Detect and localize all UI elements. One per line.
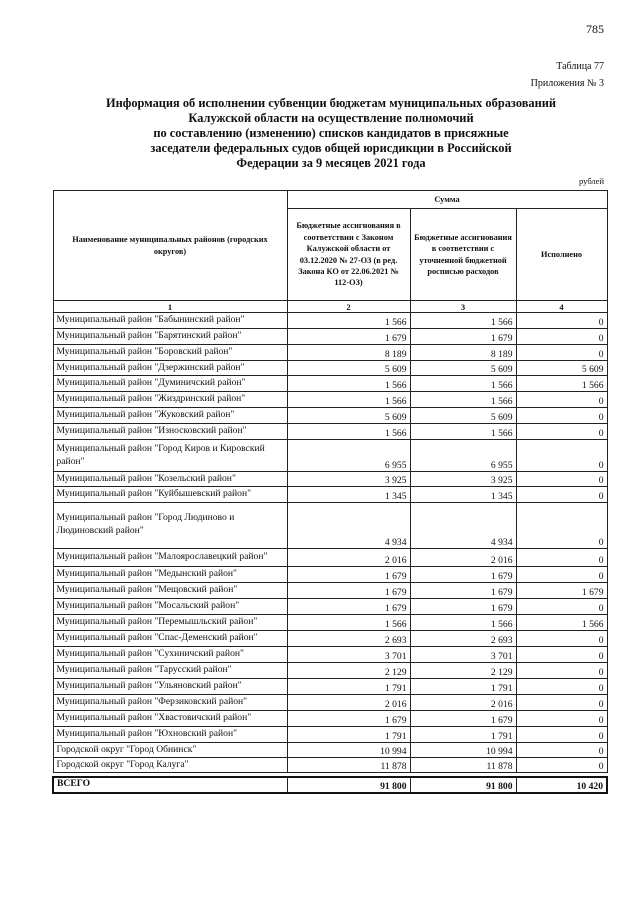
header-planned: Бюджетные ассигнования в соответствии с Законом Калужской области от 03.12.2020 № 27-ОЗ (в ред. Закона КО от 22.06.2021 № 112-ОЗ) xyxy=(287,209,410,301)
refined-amount: 2 129 xyxy=(410,663,516,679)
district-name: Муниципальный район "Медынский район" xyxy=(53,567,287,583)
planned-amount: 6 955 xyxy=(287,440,410,472)
executed-amount: 1 566 xyxy=(516,376,607,392)
district-name: Муниципальный район "Ульяновский район" xyxy=(53,679,287,695)
table-row xyxy=(53,743,607,758)
refined-amount: 1 679 xyxy=(410,711,516,727)
executed-amount: 0 xyxy=(516,631,607,647)
column-number-row xyxy=(53,301,607,313)
planned-amount: 1 679 xyxy=(287,711,410,727)
title-line: Информация об исполнении субвенции бюджетам муниципальных образований xyxy=(105,96,557,110)
district-name: Муниципальный район "Мосальский район" xyxy=(53,599,287,615)
district-name: Муниципальный район "Сухиничский район" xyxy=(53,647,287,663)
executed-amount: 1 566 xyxy=(516,615,607,631)
district-name: Муниципальный район "Спас-Деменский район" xyxy=(53,631,287,647)
refined-amount: 1 566 xyxy=(410,376,516,392)
planned-amount: 1 679 xyxy=(287,583,410,599)
executed-amount: 0 xyxy=(516,472,607,487)
executed-amount: 0 xyxy=(516,727,607,743)
unit-label: рублей xyxy=(579,176,604,186)
district-name: Муниципальный район "Боровский район" xyxy=(53,345,287,361)
refined-amount: 11 878 xyxy=(410,758,516,773)
table-caption: Таблица 77 xyxy=(556,61,604,72)
planned-amount: 1 679 xyxy=(287,567,410,583)
planned-amount: 5 609 xyxy=(287,408,410,424)
planned-amount: 1 791 xyxy=(287,727,410,743)
refined-amount: 1 566 xyxy=(410,424,516,440)
title-line: по составлению (изменению) списков кандидатов в присяжные xyxy=(153,126,509,141)
executed-amount: 0 xyxy=(516,743,607,758)
executed-amount: 0 xyxy=(516,503,607,549)
header-refined: Бюджетные ассигнования в соответствии с уточненной бюджетной росписью расходов xyxy=(410,209,516,301)
executed-amount: 1 679 xyxy=(516,583,607,599)
table-row xyxy=(53,711,607,727)
planned-amount: 1 679 xyxy=(287,599,410,615)
executed-amount: 0 xyxy=(516,424,607,440)
refined-amount: 10 994 xyxy=(410,743,516,758)
district-name: Муниципальный район "Жуковский район" xyxy=(53,408,287,424)
planned-amount: 10 994 xyxy=(287,743,410,758)
planned-amount: 4 934 xyxy=(287,503,410,549)
executed-amount: 5 609 xyxy=(516,361,607,376)
executed-amount: 0 xyxy=(516,663,607,679)
district-name: Муниципальный район "Ферзиковский район" xyxy=(53,695,287,711)
executed-amount: 0 xyxy=(516,408,607,424)
table-row xyxy=(53,424,607,440)
executed-amount: 0 xyxy=(516,313,607,329)
district-name: Муниципальный район "Козельский район" xyxy=(53,472,287,487)
executed-amount: 0 xyxy=(516,711,607,727)
district-name: Городской округ "Город Калуга" xyxy=(53,758,287,773)
document-title xyxy=(58,96,604,171)
total-executed: 10 420 xyxy=(516,777,607,793)
table-row xyxy=(53,583,607,599)
district-name: Муниципальный район "Дзержинский район" xyxy=(53,361,287,376)
district-name: Муниципальный район "Думиничский район" xyxy=(53,376,287,392)
table-row xyxy=(53,361,607,376)
page-number: 785 xyxy=(586,22,604,36)
refined-amount: 2 016 xyxy=(410,695,516,711)
refined-amount: 1 679 xyxy=(410,599,516,615)
district-name: Муниципальный район "Юхновский район" xyxy=(53,727,287,743)
planned-amount: 1 566 xyxy=(287,392,410,408)
refined-amount: 8 189 xyxy=(410,345,516,361)
planned-amount: 8 189 xyxy=(287,345,410,361)
table-row xyxy=(53,329,607,345)
district-name: Муниципальный район "Малоярославецкий район" xyxy=(53,549,287,567)
table-row xyxy=(53,376,607,392)
column-number: 4 xyxy=(516,301,607,313)
refined-amount: 1 345 xyxy=(410,487,516,503)
planned-amount: 1 566 xyxy=(287,313,410,329)
column-number: 1 xyxy=(53,301,287,313)
district-name: Городской округ "Город Обнинск" xyxy=(53,743,287,758)
table-row xyxy=(53,503,607,549)
column-number: 2 xyxy=(287,301,410,313)
refined-amount: 5 609 xyxy=(410,408,516,424)
executed-amount: 0 xyxy=(516,549,607,567)
table-row xyxy=(53,392,607,408)
planned-amount: 1 345 xyxy=(287,487,410,503)
subvention-table xyxy=(52,190,608,794)
district-name: Муниципальный район "Бабынинский район" xyxy=(53,313,287,329)
executed-amount: 0 xyxy=(516,567,607,583)
planned-amount: 2 016 xyxy=(287,695,410,711)
district-name: Муниципальный район "Мещовский район" xyxy=(53,583,287,599)
appendix-caption: Приложения № 3 xyxy=(530,78,604,89)
refined-amount: 1 791 xyxy=(410,679,516,695)
district-name: Муниципальный район "Хвастовичский район" xyxy=(53,711,287,727)
planned-amount: 1 566 xyxy=(287,615,410,631)
table-row xyxy=(53,599,607,615)
refined-amount: 1 679 xyxy=(410,329,516,345)
title-line: заседатели федеральных судов общей юрисдикции в Российской xyxy=(150,141,512,156)
executed-amount: 0 xyxy=(516,345,607,361)
refined-amount: 4 934 xyxy=(410,503,516,549)
refined-amount: 5 609 xyxy=(410,361,516,376)
table-row xyxy=(53,345,607,361)
table-row xyxy=(53,472,607,487)
planned-amount: 1 791 xyxy=(287,679,410,695)
total-label: ВСЕГО xyxy=(53,777,287,793)
planned-amount: 1 679 xyxy=(287,329,410,345)
header-district-name: Наименование муниципальных районов (городских округов) xyxy=(53,191,287,301)
table-row xyxy=(53,647,607,663)
district-name: Муниципальный район "Износковский район" xyxy=(53,424,287,440)
refined-amount: 1 791 xyxy=(410,727,516,743)
district-name: Муниципальный район "Тарусский район" xyxy=(53,663,287,679)
executed-amount: 0 xyxy=(516,599,607,615)
refined-amount: 1 679 xyxy=(410,567,516,583)
total-refined: 91 800 xyxy=(410,777,516,793)
table-row xyxy=(53,663,607,679)
executed-amount: 0 xyxy=(516,679,607,695)
header-executed: Исполнено xyxy=(516,209,607,301)
title-line: Федерации за 9 месяцев 2021 года xyxy=(236,156,426,171)
table-row xyxy=(53,727,607,743)
refined-amount: 3 701 xyxy=(410,647,516,663)
table-row xyxy=(53,567,607,583)
district-name: Муниципальный район "Город Киров и Кировский район" xyxy=(53,440,287,472)
executed-amount: 0 xyxy=(516,487,607,503)
refined-amount: 2 016 xyxy=(410,549,516,567)
refined-amount: 1 566 xyxy=(410,392,516,408)
header-sum: Сумма xyxy=(287,191,607,209)
table-row xyxy=(53,758,607,773)
table-row xyxy=(53,313,607,329)
planned-amount: 2 016 xyxy=(287,549,410,567)
table-row xyxy=(53,487,607,503)
planned-amount: 5 609 xyxy=(287,361,410,376)
table-row xyxy=(53,440,607,472)
executed-amount: 0 xyxy=(516,392,607,408)
title-line: Калужской области на осуществление полномочий xyxy=(188,111,474,126)
refined-amount: 1 679 xyxy=(410,583,516,599)
table-row xyxy=(53,549,607,567)
planned-amount: 1 566 xyxy=(287,376,410,392)
table-row xyxy=(53,615,607,631)
refined-amount: 6 955 xyxy=(410,440,516,472)
district-name: Муниципальный район "Куйбышевский район" xyxy=(53,487,287,503)
refined-amount: 1 566 xyxy=(410,313,516,329)
planned-amount: 3 925 xyxy=(287,472,410,487)
table-row xyxy=(53,695,607,711)
planned-amount: 1 566 xyxy=(287,424,410,440)
refined-amount: 1 566 xyxy=(410,615,516,631)
district-name: Муниципальный район "Перемышльский район" xyxy=(53,615,287,631)
planned-amount: 11 878 xyxy=(287,758,410,773)
column-number: 3 xyxy=(410,301,516,313)
district-name: Муниципальный район "Жиздринский район" xyxy=(53,392,287,408)
district-name: Муниципальный район "Город Людиново и Людиновский район" xyxy=(53,503,287,549)
refined-amount: 3 925 xyxy=(410,472,516,487)
executed-amount: 0 xyxy=(516,695,607,711)
executed-amount: 0 xyxy=(516,440,607,472)
planned-amount: 2 693 xyxy=(287,631,410,647)
executed-amount: 0 xyxy=(516,329,607,345)
district-name: Муниципальный район "Барятинский район" xyxy=(53,329,287,345)
planned-amount: 3 701 xyxy=(287,647,410,663)
table-row xyxy=(53,631,607,647)
table-row xyxy=(53,679,607,695)
refined-amount: 2 693 xyxy=(410,631,516,647)
executed-amount: 0 xyxy=(516,758,607,773)
table-row xyxy=(53,408,607,424)
executed-amount: 0 xyxy=(516,647,607,663)
planned-amount: 2 129 xyxy=(287,663,410,679)
total-planned: 91 800 xyxy=(287,777,410,793)
total-row xyxy=(53,777,607,793)
